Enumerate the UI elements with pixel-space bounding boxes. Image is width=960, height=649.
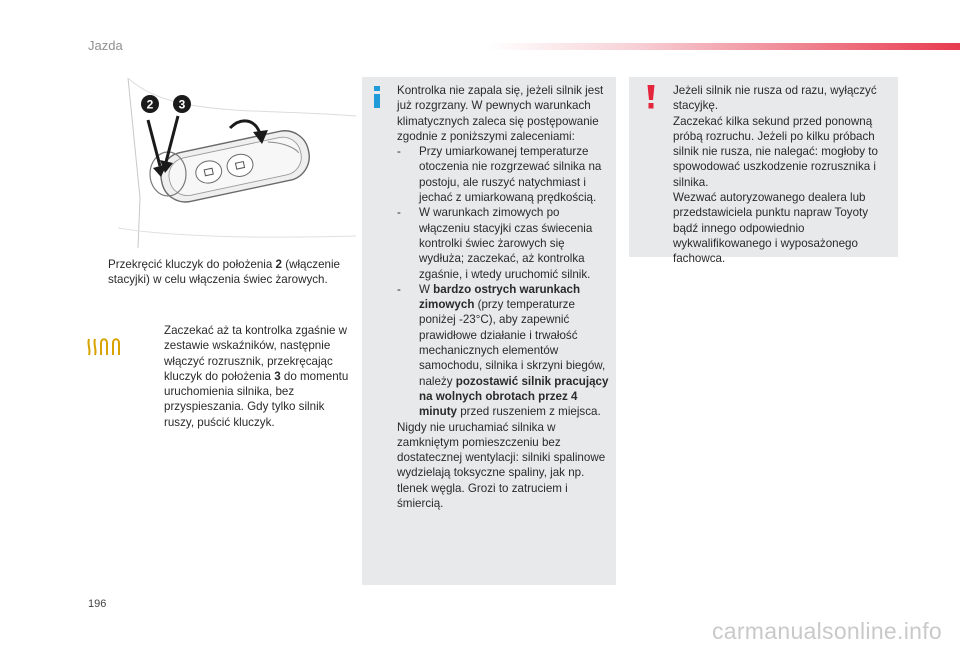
info-text	[397, 83, 611, 511]
info-intro: Kontrolka nie zapala się, jeżeli silnik jest już rozgrzany. W pewnych warunkach klimatycznych zaleca się postępowanie zgodnie z poniższymi zaleceniami:	[397, 84, 604, 143]
callout-3: 3	[178, 97, 186, 112]
header-accent-bar	[488, 43, 960, 50]
watermark: carmanualsonline.info	[711, 618, 942, 644]
warning-text: Jeżeli silnik nie rusza od razu, wyłączyć stacyjkę. Zaczekać kilka sekund przed ponowną próbą rozruchu. Jeżeli po kilku próbach silnik nie rusza, nie nalegać: mogłoby to spowodować uszkodzenie rozrusznika i silnika. Wezwać autoryzowanego dealera lub przedstawiciela punktu napraw Toyoty bądź innego odpowiednio wykwalifikowanego i wyposażonego fachowca.	[673, 84, 878, 266]
section-title: Jazda	[88, 38, 123, 53]
info-list-item: - W warunkach zimowych po włączeniu stacyjki czas świecenia kontrolki świec żarowych się wydłuża; zaczekać, aż kontrolka zgaśnie, i wtedy uruchomić silnik.	[397, 206, 593, 281]
warning-icon	[646, 85, 656, 109]
info-outro: Nigdy nie uruchamiać silnika w zamkniętym pomieszczeniu bez dostatecznej wentylacji: silniki spalinowe wydzielają toksyczne spaliny, jak np. tlenek węgla. Grozi to zatruciem i śmiercią.	[397, 420, 606, 511]
page-number: 196	[88, 598, 107, 610]
info-icon	[369, 86, 385, 108]
ignition-key-illustration	[110, 78, 356, 248]
info-list-item: - W bardzo ostrych warunkach zimowych (przy temperaturze poniżej -23°C), aby zapewnić prawidłowe działanie i trwałość mechanicznych elementów samochodu, silnika i skrzyni biegów, należy pozostawić silnik pracujący na wolnych obrotach przez 4 minuty przed ruszeniem z miejsca.	[397, 282, 609, 419]
callout-2: 2	[146, 97, 154, 112]
info-list-item: - Przy umiarkowanej temperaturze otoczenia nie rozgrzewać silnika na postoju, ale ruszyć natychmiast i jechać z umiarkowaną prędkością.	[397, 145, 602, 205]
glow-plug-icon	[86, 335, 122, 357]
